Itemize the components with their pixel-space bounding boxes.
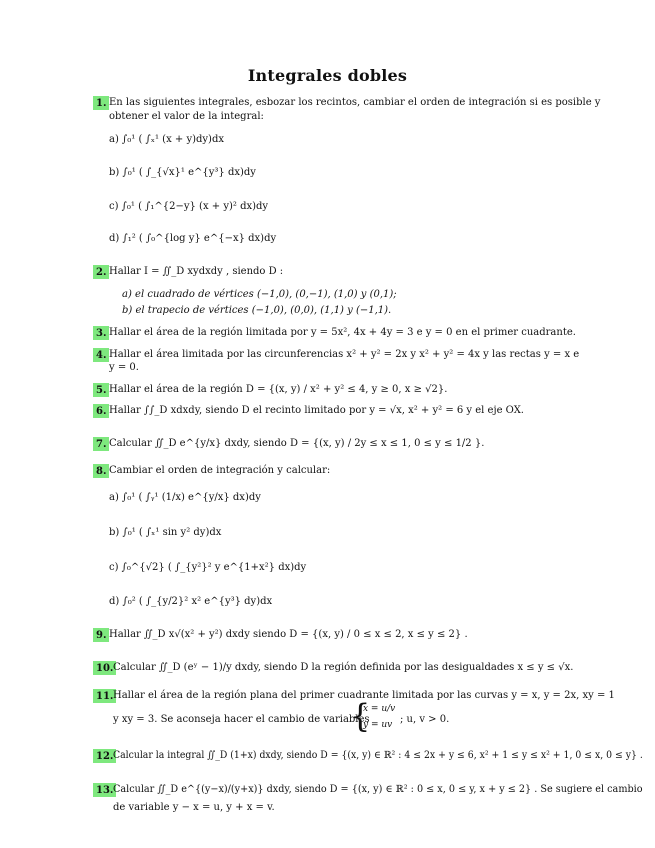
problem-text-line: Hallar el área de la región D = {(x, y) / x² + y² ≤ 4, y ≥ 0, x ≥ √2}. [109, 384, 448, 395]
problem-text-line: Hallar el área de la región plana del primer cuadrante limitada por las curvas y = x, y = 2x, xy = 1 [113, 690, 615, 701]
problem-text-line: y xy = 3. Se aconseja hacer el cambio de variables [113, 714, 370, 725]
problem-text-line: Calcular ∬_D (eʸ − 1)/y dxdy, siendo D la región definida por las desigualdades x ≤ y ≤ √x. [113, 662, 574, 673]
system-brace: { [350, 697, 371, 735]
problem-number: 4. [93, 348, 109, 362]
problem-text-line: Hallar el área de la región limitada por y = 5x², 4x + 4y = 3 e y = 0 en el primer cuadrante. [109, 327, 576, 338]
problem-part: d) ∫₀² ( ∫_{y/2}² x² e^{y³} dy)dx [109, 596, 273, 607]
problem-part: a) ∫₀¹ ( ∫ᵧ¹ (1/x) e^{y/x} dx)dy [109, 492, 261, 503]
page-title: Integrales dobles [247, 66, 408, 85]
problem-text-line: Hallar ∬_D x√(x² + y²) dxdy siendo D = {(x, y) / 0 ≤ x ≤ 2, x ≤ y ≤ 2} . [109, 629, 468, 640]
problem-part: c) ∫₀¹ ( ∫₁^{2−y} (x + y)² dx)dy [109, 201, 269, 212]
problem-number: 12. [93, 749, 116, 763]
problem-text-line: En las siguientes integrales, esbozar los recintos, cambiar el orden de integración si es posible y [109, 97, 601, 108]
problem-text-line: Calcular ∬_D e^{(y−x)/(y+x)} dxdy, siendo D = {(x, y) ∈ ℝ² : 0 ≤ x, 0 ≤ y, x + y ≤ 2} . Se sugiere el cambio [113, 784, 643, 795]
problem-text-line: Calcular la integral ∬_D (1+x) dxdy, siendo D = {(x, y) ∈ ℝ² : 4 ≤ 2x + y ≤ 6, x² + 1 ≤ y ≤ x² + 1, 0 ≤ x, 0 ≤ y} . [113, 750, 643, 761]
problem-part: c) ∫₀^{√2} ( ∫_{y²}² y e^{1+x²} dx)dy [109, 562, 307, 573]
problem-text-line: Hallar el área limitada por las circunferencias x² + y² = 2x y x² + y² = 4x y las rectas y = x e [109, 349, 580, 360]
problem-number: 13. [93, 783, 116, 797]
problem-number: 3. [93, 326, 109, 340]
problem-number: 10. [93, 661, 116, 675]
problem-text-line: Hallar I = ∬_D xydxdy , siendo D : [109, 266, 284, 277]
problem-number: 9. [93, 628, 109, 642]
system-condition: ; u, v > 0. [400, 714, 450, 725]
problem-number: 7. [93, 437, 109, 451]
problem-number: 6. [93, 404, 109, 418]
problem-text-line: Hallar ∫∫_D xdxdy, siendo D el recinto limitado por y = √x, x² + y² = 6 y el eje OX. [109, 405, 524, 416]
problem-text-line: y = 0. [109, 362, 139, 373]
problem-number: 5. [93, 383, 109, 397]
problem-text-line: Calcular ∬_D e^{y/x} dxdy, siendo D = {(x, y) / 2y ≤ x ≤ 1, 0 ≤ y ≤ 1/2 }. [109, 438, 485, 449]
problem-number: 2. [93, 265, 109, 279]
problem-number: 8. [93, 464, 109, 478]
problem-part: b) ∫₀¹ ( ∫_{√x}¹ e^{y³} dx)dy [109, 167, 256, 178]
problem-part: b) el trapecio de vértices (−1,0), (0,0), (1,1) y (−1,1). [122, 305, 392, 316]
system-equation: x = u/v [363, 704, 396, 714]
problem-text-line: Cambiar el orden de integración y calcular: [109, 465, 331, 476]
problem-part: a) ∫₀¹ ( ∫ₓ¹ (x + y)dy)dx [109, 134, 224, 145]
problem-part: d) ∫₁² ( ∫₀^{log y} e^{−x} dx)dy [109, 233, 277, 244]
problem-part: b) ∫₀¹ ( ∫ₓ¹ sin y² dy)dx [109, 527, 222, 538]
problem-number: 11. [93, 689, 116, 703]
problem-part: a) el cuadrado de vértices (−1,0), (0,−1), (1,0) y (0,1); [122, 289, 397, 300]
system-equation: y = uv [363, 720, 393, 730]
problem-text-line: de variable y − x = u, y + x = v. [113, 802, 275, 813]
problem-text-line: obtener el valor de la integral: [109, 111, 264, 122]
problem-number: 1. [93, 96, 109, 110]
